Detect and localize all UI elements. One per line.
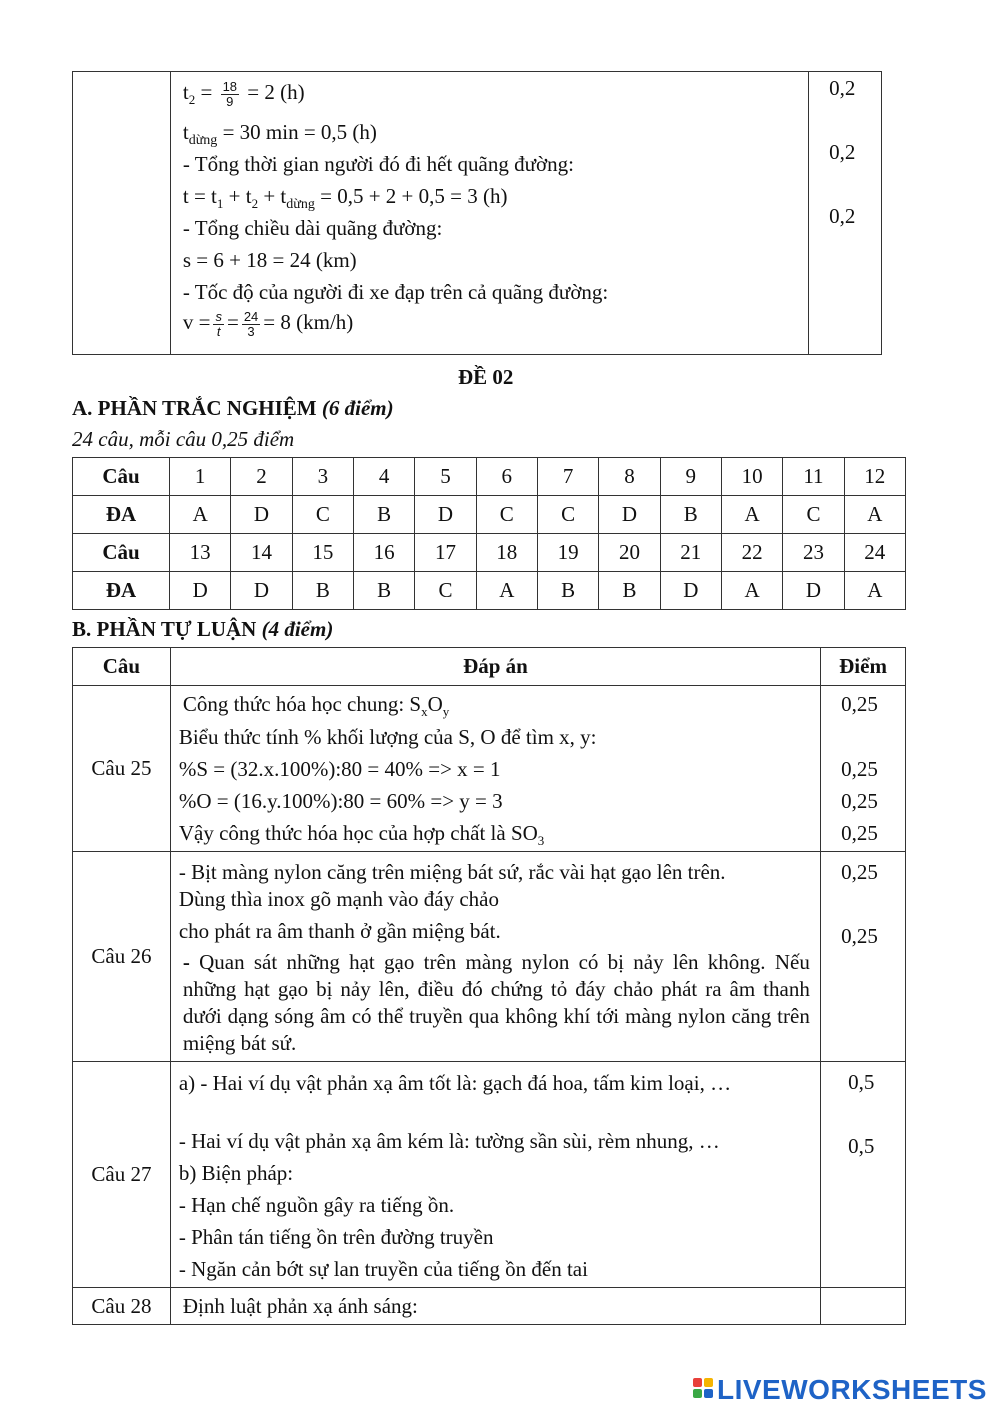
a-cell: A bbox=[844, 496, 905, 534]
q-cell: 7 bbox=[537, 458, 598, 496]
part-b-title: B. PHẦN TỰ LUẬN (4 điểm) bbox=[72, 617, 334, 641]
q-cell: 1 bbox=[170, 458, 231, 496]
q28-label: Câu 28 bbox=[73, 1288, 171, 1325]
tdung-line: $t_{dừng} = 30$ min = 0,5 (h) bbox=[182, 120, 377, 149]
q-cell: 8 bbox=[599, 458, 660, 496]
a-cell: B bbox=[353, 572, 414, 610]
a-cell: C bbox=[476, 496, 537, 534]
length-label: - Tổng chiều dài quãng đường: bbox=[182, 216, 443, 240]
q-cell: 4 bbox=[353, 458, 414, 496]
q-cell: 23 bbox=[783, 534, 844, 572]
q28-scores bbox=[821, 1288, 906, 1325]
row-label-cau: Câu bbox=[73, 534, 170, 572]
header-cau: Câu bbox=[73, 648, 171, 686]
q-cell: 2 bbox=[231, 458, 292, 496]
q25-score-4: 0,25 bbox=[841, 821, 878, 845]
header-diem: Điểm bbox=[821, 648, 906, 686]
t-total-line: $t = t_1 + t_2 + t_{dừng} = 0,5 + 2 + 0,5 = 3$ (h) bbox=[182, 184, 508, 213]
top-answer-cell bbox=[170, 72, 808, 355]
a-cell: C bbox=[783, 496, 844, 534]
q28-answer bbox=[170, 1288, 820, 1325]
exam-title: ĐỀ 02 bbox=[458, 365, 514, 389]
q-cell: 20 bbox=[599, 534, 660, 572]
top-question-cell bbox=[73, 72, 171, 355]
q27-score-1: 0,5 bbox=[848, 1070, 875, 1094]
q-cell: 10 bbox=[721, 458, 782, 496]
q26-line-3: cho phát ra âm thanh ở gần miệng bát. bbox=[178, 919, 501, 943]
q26-paragraph: - Quan sát những hạt gạo trên màng nylon có bị nảy lên không. Nếu những hạt gạo bị nảy lên, điều đó chứng tỏ đáy chảo phát ra âm thanh dưới dạng sóng âm có thể truyền qua không khí tới màng nylon căng trên miệng bát sứ. bbox=[182, 950, 810, 1055]
top-score-2: 0,2 bbox=[829, 140, 856, 164]
liveworksheets-logo: LIVEWORKSHEETS bbox=[693, 1374, 987, 1406]
a-cell: C bbox=[537, 496, 598, 534]
q25-score-1: 0,25 bbox=[841, 692, 878, 716]
essay-row-q25 bbox=[73, 686, 906, 852]
a-cell: D bbox=[231, 572, 292, 610]
essay-row-q27 bbox=[73, 1062, 906, 1288]
q-cell: 12 bbox=[844, 458, 905, 496]
q27-line-4: - Hạn chế nguồn gây ra tiếng ồn. bbox=[178, 1193, 455, 1217]
top-solution-table bbox=[72, 71, 882, 355]
q26-answer bbox=[170, 852, 820, 1062]
q27-line-3: b) Biện pháp: bbox=[178, 1161, 294, 1185]
a-cell: D bbox=[170, 572, 231, 610]
row-label-da: ĐA bbox=[73, 572, 170, 610]
a-cell: C bbox=[415, 572, 476, 610]
a-cell: B bbox=[537, 572, 598, 610]
q-cell: 21 bbox=[660, 534, 721, 572]
q-cell: 22 bbox=[721, 534, 782, 572]
q27-label: Câu 27 bbox=[73, 1062, 171, 1288]
v-fraction-s-t: $\frac{s}{t}$ bbox=[215, 309, 222, 339]
a-cell: B bbox=[660, 496, 721, 534]
q26-score-2: 0,25 bbox=[841, 924, 878, 948]
essay-header-row bbox=[73, 648, 906, 686]
total-time-label: - Tổng thời gian người đó đi hết quãng đường: bbox=[182, 152, 574, 176]
a-cell: A bbox=[476, 572, 537, 610]
a-cell: B bbox=[353, 496, 414, 534]
row-label-cau: Câu bbox=[73, 458, 170, 496]
q25-answer bbox=[170, 686, 820, 852]
a-cell: D bbox=[783, 572, 844, 610]
q-cell: 17 bbox=[415, 534, 476, 572]
q-cell: 18 bbox=[476, 534, 537, 572]
q26-label: Câu 26 bbox=[73, 852, 171, 1062]
top-score-1: 0,2 bbox=[829, 76, 856, 100]
q25-line-5: Vậy công thức hóa học của hợp chất là $SO_3$ bbox=[178, 821, 545, 849]
question-row-1 bbox=[73, 458, 906, 496]
q-cell: 11 bbox=[783, 458, 844, 496]
q-cell: 9 bbox=[660, 458, 721, 496]
s-equation: s = 6 + 18 = 24 (km) bbox=[182, 248, 357, 272]
q27-line-6: - Ngăn cản bớt sự lan truyền của tiếng ồn đến tai bbox=[178, 1257, 588, 1281]
a-cell: D bbox=[660, 572, 721, 610]
top-score-3: 0,2 bbox=[829, 204, 856, 228]
q28-line-1: Định luật phản xạ ánh sáng: bbox=[182, 1294, 418, 1318]
v-equation: v = $\frac{s}{t}$ = $\frac{24}{3}$ = 8 (km/h) bbox=[182, 309, 354, 339]
liveworksheets-logo-icon bbox=[693, 1378, 715, 1402]
q26-scores bbox=[821, 852, 906, 1062]
q27-answer bbox=[170, 1062, 820, 1288]
a-cell: D bbox=[415, 496, 476, 534]
q27-score-2: 0,5 bbox=[848, 1134, 875, 1158]
q25-line-3: %S = (32.x.100%):80 = 40% => x = 1 bbox=[178, 757, 501, 781]
row-label-da: ĐA bbox=[73, 496, 170, 534]
q-cell: 19 bbox=[537, 534, 598, 572]
question-row-2 bbox=[73, 534, 906, 572]
q26-score-1: 0,25 bbox=[841, 860, 878, 884]
essay-row-q26 bbox=[73, 852, 906, 1062]
a-cell: A bbox=[844, 572, 905, 610]
q25-score-2: 0,25 bbox=[841, 757, 878, 781]
t2-fraction: $\frac{18}{9}$ bbox=[222, 79, 238, 109]
q25-score-3: 0,25 bbox=[841, 789, 878, 813]
a-cell: A bbox=[721, 572, 782, 610]
essay-row-q28 bbox=[73, 1288, 906, 1325]
a-cell: D bbox=[231, 496, 292, 534]
a-cell: B bbox=[599, 572, 660, 610]
a-cell: C bbox=[292, 496, 353, 534]
q-cell: 15 bbox=[292, 534, 353, 572]
answer-row-2 bbox=[73, 572, 906, 610]
q-cell: 16 bbox=[353, 534, 414, 572]
part-a-title: A. PHẦN TRẮC NGHIỆM (6 điểm) bbox=[72, 396, 394, 420]
q-cell: 24 bbox=[844, 534, 905, 572]
top-score-cell bbox=[809, 72, 882, 355]
q26-line-1: - Bịt màng nylon căng trên miệng bát sứ, rắc vài hạt gạo lên trên. bbox=[178, 860, 726, 884]
q-cell: 6 bbox=[476, 458, 537, 496]
t2-line: $t_2$ = $\frac{18}{9}$ = 2 (h) bbox=[182, 79, 305, 109]
q27-line-5: - Phân tán tiếng ồn trên đường truyền bbox=[178, 1225, 494, 1249]
header-dap-an: Đáp án bbox=[170, 648, 820, 686]
q-cell: 3 bbox=[292, 458, 353, 496]
q27-line-2: - Hai ví dụ vật phản xạ âm kém là: tường sần sùi, rèm nhung, … bbox=[178, 1129, 720, 1153]
q25-line-2: Biểu thức tính % khối lượng của S, O để tìm x, y: bbox=[178, 725, 597, 749]
a-cell: D bbox=[599, 496, 660, 534]
essay-table bbox=[72, 647, 906, 1325]
q25-line-1: Công thức hóa học chung: $S_xO_y$ bbox=[182, 692, 450, 720]
q-cell: 14 bbox=[231, 534, 292, 572]
q-cell: 13 bbox=[170, 534, 231, 572]
v-fraction-24-3: $\frac{24}{3}$ bbox=[243, 309, 259, 339]
answer-row-1 bbox=[73, 496, 906, 534]
a-cell: A bbox=[170, 496, 231, 534]
q25-label: Câu 25 bbox=[73, 686, 171, 852]
answer-key-table bbox=[72, 457, 906, 610]
q25-line-4: %O = (16.y.100%):80 = 60% => y = 3 bbox=[178, 789, 503, 813]
speed-label: - Tốc độ của người đi xe đạp trên cả quãng đường: bbox=[182, 280, 609, 304]
q27-line-1: a) - Hai ví dụ vật phản xạ âm tốt là: gạch đá hoa, tấm kim loại, … bbox=[178, 1071, 732, 1095]
q26-line-2: Dùng thìa inox gõ mạnh vào đáy chảo bbox=[178, 887, 500, 911]
q27-scores bbox=[821, 1062, 906, 1288]
a-cell: B bbox=[292, 572, 353, 610]
q-cell: 5 bbox=[415, 458, 476, 496]
a-cell: A bbox=[721, 496, 782, 534]
q25-scores bbox=[821, 686, 906, 852]
part-a-subtitle: 24 câu, mỗi câu 0,25 điểm bbox=[72, 427, 295, 451]
